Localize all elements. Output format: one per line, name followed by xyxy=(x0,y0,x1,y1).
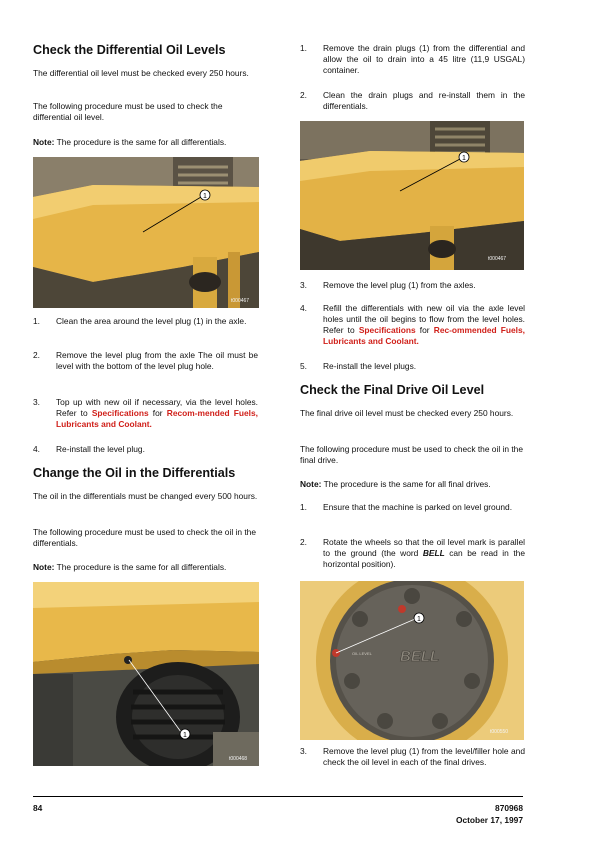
note-text: The procedure is the same for all differentials. xyxy=(54,137,227,147)
image-code: t000550 xyxy=(490,729,509,735)
list-item: 4. Refill the differentials with new oil via the axle level holes until the oil begins to flow from the level holes. Refer to Specifications for Rec-ommended Fuels, Lubricants and Coolant. xyxy=(300,303,525,346)
footer-rule xyxy=(33,796,523,797)
link-recommended-fuels[interactable]: Recom-mended Fuels, Lubricants and Coolant. xyxy=(56,408,258,429)
list-item: 2. Clean the drain plugs and re-install them in the differentials. xyxy=(300,90,525,111)
list-item: 5. Re-install the level plugs. xyxy=(300,361,417,371)
paragraph-procedure: The following procedure must be used to check the differential oil level. xyxy=(33,101,223,122)
paragraph-interval: The differential oil level must be checked every 250 hours. xyxy=(33,68,249,78)
list-item: 3. Remove the level plug (1) from the level/filler hole and check the oil level in each of the final drives. xyxy=(300,746,525,767)
list-item: 1. Ensure that the machine is parked on level ground. xyxy=(300,502,513,512)
link-specifications[interactable]: Specifications xyxy=(358,325,416,335)
note-change-differentials xyxy=(33,562,258,573)
image-code: t000467 xyxy=(488,256,507,262)
list-item: 3. Top up with new oil if necessary, via the level holes. Refer to Specifications for Recom-mended Fuels, Lubricants and Coolant. xyxy=(33,397,258,429)
callout-1: 1 xyxy=(203,193,207,200)
note-text: The procedure is the same for all final drives. xyxy=(321,479,491,489)
bell-logo: BELL xyxy=(400,648,440,665)
callout-1: 1 xyxy=(417,616,421,623)
list-item: 3. Remove the level plug (1) from the axles. xyxy=(300,280,476,290)
oil-level-mark: OIL LEVEL xyxy=(352,651,372,656)
photo-final-drive-hub xyxy=(300,581,524,740)
note-text: The procedure is the same for all differentials. xyxy=(54,562,227,572)
photo-drain-plug xyxy=(33,582,259,766)
list-item: 1. Clean the area around the level plug (1) in the axle. xyxy=(33,316,247,326)
note-label: Note: xyxy=(33,562,55,572)
paragraph-final-procedure: The following procedure must be used to check the oil in the final drive. xyxy=(300,444,523,465)
note-final-drives xyxy=(300,479,525,490)
heading-check-differential-oil: Check the Differential Oil Levels xyxy=(33,43,226,57)
note-label: Note: xyxy=(33,137,55,147)
link-specifications[interactable]: Specifications xyxy=(91,408,149,418)
document-number: 870968 xyxy=(495,803,523,813)
note-label: Note: xyxy=(300,479,322,489)
image-code: t000468 xyxy=(229,756,248,762)
photo-axle-level-plug xyxy=(33,157,259,308)
note-differentials xyxy=(33,137,258,148)
heading-change-oil: Change the Oil in the Differentials xyxy=(33,466,236,480)
list-item: 4. Re-install the level plug. xyxy=(33,444,145,454)
list-item: 2. Rotate the wheels so that the oil level mark is parallel to the ground (the word BELL can be read in the horizontal position). xyxy=(300,537,525,569)
brand-word: BELL xyxy=(422,548,445,558)
document-date: October 17, 1997 xyxy=(455,815,523,825)
paragraph-change-interval: The oil in the differentials must be changed every 500 hours. xyxy=(33,491,258,501)
callout-1: 1 xyxy=(183,732,187,739)
paragraph-final-interval: The final drive oil level must be checked every 250 hours. xyxy=(300,408,514,418)
photo-drain-plugs-axle xyxy=(300,121,524,270)
paragraph-change-procedure: The following procedure must be used to check the oil in the differentials. xyxy=(33,527,256,548)
image-code: t000467 xyxy=(231,298,250,304)
heading-final-drive: Check the Final Drive Oil Level xyxy=(300,383,485,397)
callout-1: 1 xyxy=(462,155,466,162)
list-item: 1. Remove the drain plugs (1) from the differential and allow the oil to drain into a 45 litre (11,9 USGAL) container. xyxy=(300,43,525,75)
list-item: 2. Remove the level plug from the axle The oil must be level with the bottom of the level plug hole. xyxy=(33,350,258,371)
page-number: 84 xyxy=(33,803,43,813)
link-recommended-fuels[interactable]: Rec-ommended Fuels, Lubricants and Coolant. xyxy=(323,325,525,346)
